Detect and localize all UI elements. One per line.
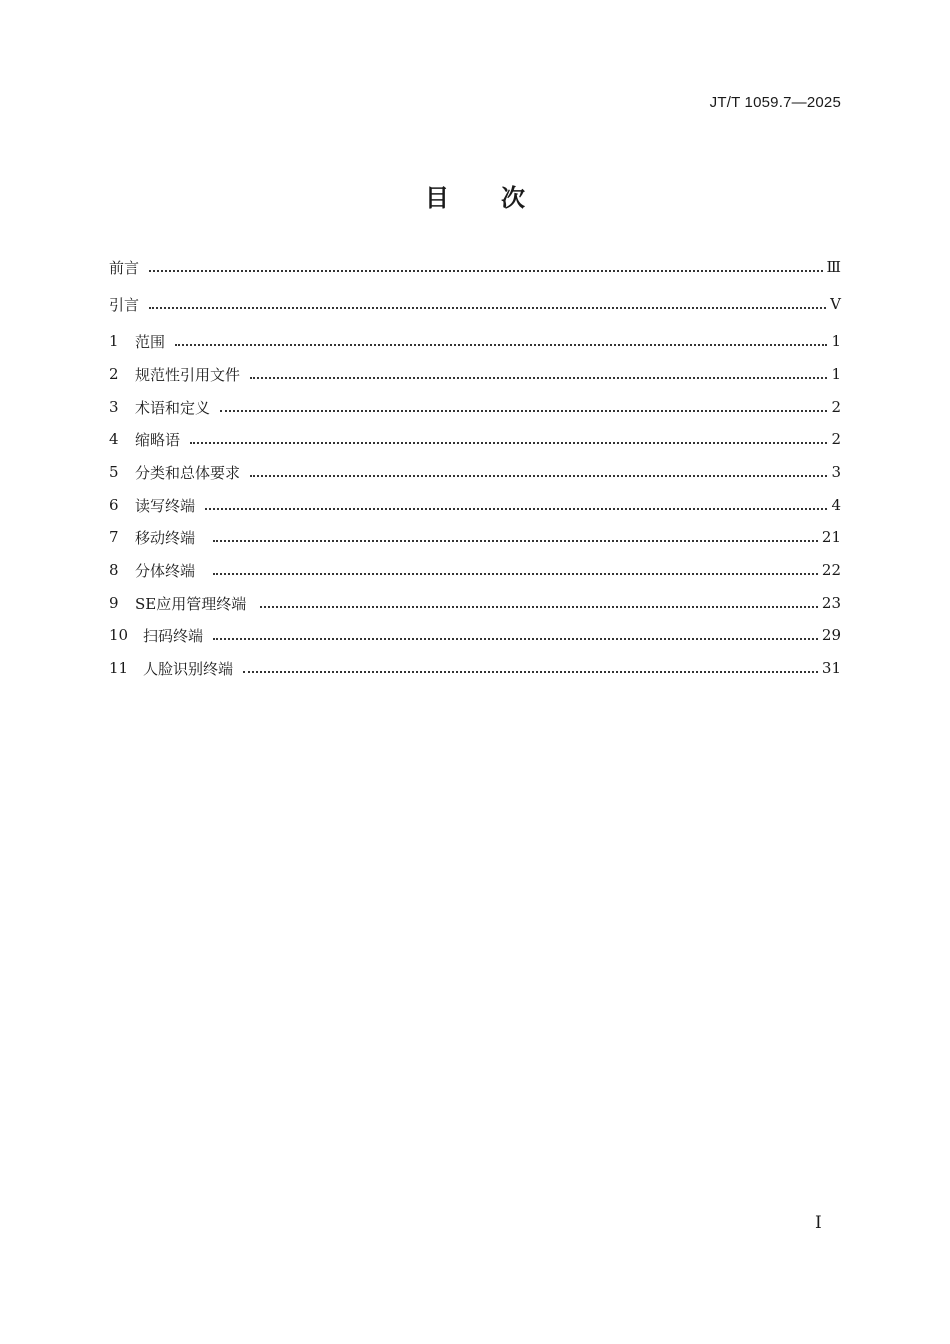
toc-entry-page: 3 [831,463,841,481]
toc-leader-dots [250,474,827,477]
toc-entry-2[interactable] [109,362,841,386]
toc-entry-page: 2 [831,398,841,416]
page-number: I [815,1213,822,1233]
toc-entry-page: 4 [831,496,841,514]
toc-entry-9[interactable] [109,591,841,615]
toc-entry-3[interactable] [109,395,841,419]
standard-code: JT/T 1059.7—2025 [709,94,841,111]
toc-entry-4[interactable] [109,427,841,451]
page-title [0,178,950,213]
toc-entry-number: 11 [109,659,129,677]
toc-entry-label: 缩略语 [135,430,181,449]
toc-entry-number: 1 [109,332,119,350]
toc-entry-number: 8 [109,561,119,579]
page-title-part2: 次 [501,184,525,212]
toc-entry-number: 9 [109,594,119,612]
toc-entry-11[interactable] [109,656,841,680]
toc-leader-dots [205,507,827,510]
toc-leader-dots [213,572,818,575]
toc-entry-label: 术语和定义 [135,398,211,417]
toc-entry-label: SE应用管理终端 [135,594,247,613]
toc-entry-page: 2 [831,430,841,448]
toc-entry-6[interactable] [109,493,841,517]
toc-entry-7[interactable] [109,525,841,549]
toc-leader-dots [175,343,827,346]
toc-entry-page: 23 [821,594,841,612]
toc-entry-page: 1 [831,365,841,383]
toc-entry-number: 5 [109,463,119,481]
toc-leader-dots [243,670,818,673]
toc-entry-label: 范围 [135,332,166,351]
toc-leader-dots [149,306,826,309]
toc-entry-number: 7 [109,528,119,546]
page-title-part1: 目 [425,184,449,212]
toc-entry-page: 22 [821,561,841,579]
toc-entry-label: 引言 [109,295,140,314]
toc-entry-page: 29 [821,626,841,644]
toc-entry-number: 6 [109,496,119,514]
toc-entry-label: 分体终端 [135,561,196,580]
toc-entry-1[interactable] [109,329,841,353]
toc-entry-number: 10 [109,626,129,644]
toc-entry-label: 读写终端 [135,496,196,515]
toc-entry-page: Ⅴ [830,295,841,313]
toc-entry-foreword[interactable] [109,255,841,279]
toc-entry-number: 2 [109,365,119,383]
toc-entry-page: Ⅲ [826,258,841,276]
toc-entry-label: 分类和总体要求 [135,463,241,482]
toc-leader-dots [220,409,827,412]
toc-entry-page: 21 [821,528,841,546]
toc-entry-number: 3 [109,398,119,416]
toc-entry-page: 31 [821,659,841,677]
toc-entry-label: 移动终端 [135,528,196,547]
toc-entry-label: 规范性引用文件 [135,365,241,384]
toc-leader-dots [149,269,823,272]
toc-leader-dots [213,539,818,542]
toc-leader-dots [250,376,827,379]
toc-entry-10[interactable] [109,623,841,647]
toc-entry-page: 1 [831,332,841,350]
toc-entry-label: 前言 [109,258,140,277]
toc-leader-dots [260,605,818,608]
toc-entry-introduction[interactable] [109,292,841,316]
toc-entry-number: 4 [109,430,119,448]
toc-entry-5[interactable] [109,460,841,484]
toc-entry-label: 扫码终端 [143,626,204,645]
toc-leader-dots [213,637,818,640]
toc-leader-dots [190,441,827,444]
toc-entry-label: 人脸识别终端 [143,659,234,678]
toc-entry-8[interactable] [109,558,841,582]
